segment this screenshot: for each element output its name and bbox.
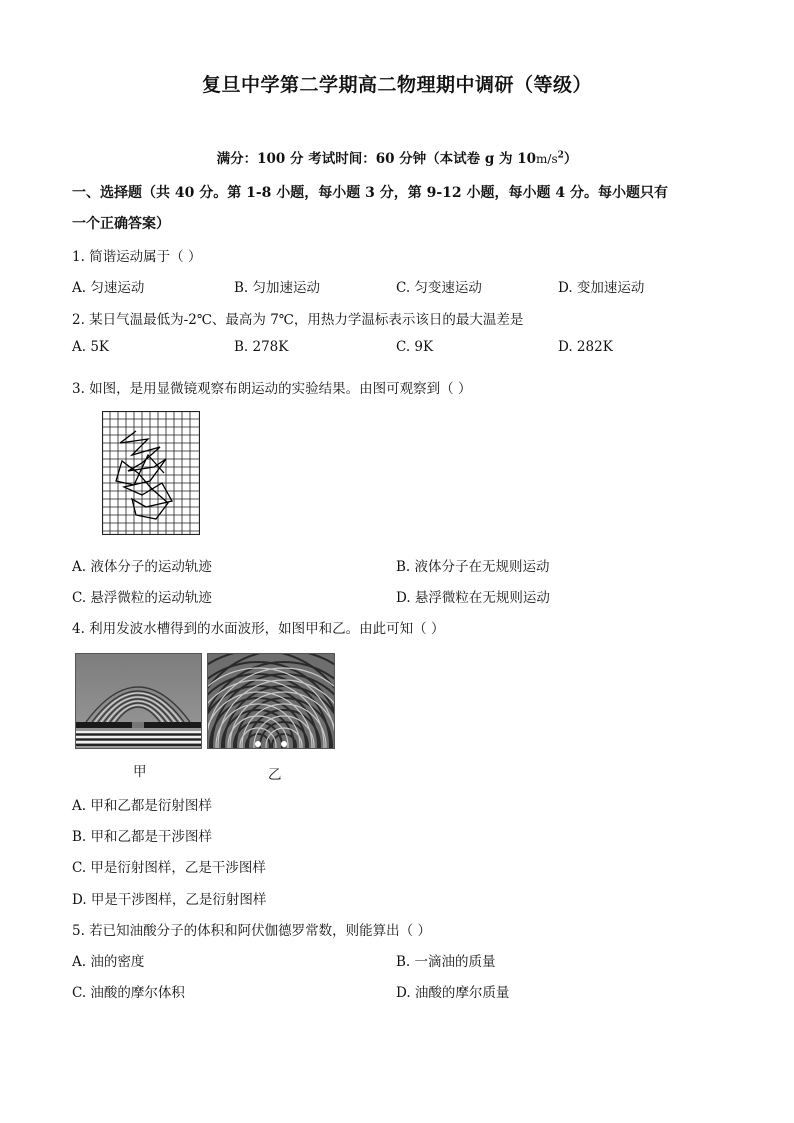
exam-info-text: 满分：100 分 考试时间：60 分钟（本试卷 g 为 10 xyxy=(216,151,537,167)
page-title: 复旦中学第二学期高二物理期中调研（等级） xyxy=(201,74,592,96)
q4-option-b: B. 甲和乙都是干涉图样 xyxy=(72,829,213,845)
exam-info xyxy=(0,147,794,167)
caption-yi: 乙 xyxy=(268,767,282,783)
question-1-stem: 1. 简谐运动属于（ ） xyxy=(72,249,202,265)
interference-wave-image xyxy=(207,653,335,749)
diffraction-pattern xyxy=(76,654,201,748)
section-heading-line2: 一个正确答案） xyxy=(72,216,170,232)
q1-option-c: C. 匀变速运动 xyxy=(396,280,482,296)
q1-option-a: A. 匀速运动 xyxy=(72,280,145,296)
q3-option-c: C. 悬浮微粒的运动轨迹 xyxy=(72,590,212,606)
caption-jia: 甲 xyxy=(133,764,147,780)
question-3-stem: 3. 如图，是用显微镜观察布朗运动的实验结果。由图可观察到（ ） xyxy=(72,381,472,397)
q4-option-d: D. 甲是干涉图样，乙是衍射图样 xyxy=(72,892,267,908)
section-heading-line1: 一、选择题（共 40 分。第 1-8 小题，每小题 3 分，第 9-12 小题，每小题 4 分。每小题只有 xyxy=(72,185,669,201)
q4-option-c: C. 甲是衍射图样，乙是干涉图样 xyxy=(72,860,266,876)
q5-option-c: C. 油酸的摩尔体积 xyxy=(72,985,185,1001)
q2-option-c: C. 9K xyxy=(396,339,434,355)
diffraction-wave-image xyxy=(75,653,202,749)
unit-exponent: 2 xyxy=(557,150,564,161)
unit: m/s xyxy=(536,152,558,166)
q5-option-d: D. 油酸的摩尔质量 xyxy=(396,985,510,1001)
q3-option-d: D. 悬浮微粒在无规则运动 xyxy=(396,590,550,606)
q2-option-d: D. 282K xyxy=(558,339,613,355)
brownian-motion-figure xyxy=(102,411,200,535)
exam-info-close: ） xyxy=(563,151,578,167)
q2-option-a: A. 5K xyxy=(72,339,110,355)
q5-option-b: B. 一滴油的质量 xyxy=(396,954,496,970)
q2-option-b: B. 278K xyxy=(234,339,289,355)
interference-pattern xyxy=(208,654,334,748)
q1-option-d: D. 变加速运动 xyxy=(558,280,645,296)
question-5-stem: 5. 若已知油酸分子的体积和阿伏伽德罗常数，则能算出（ ） xyxy=(72,923,431,939)
question-4-stem: 4. 利用发波水槽得到的水面波形，如图甲和乙。由此可知（ ） xyxy=(72,621,445,637)
question-2-stem: 2. 某日气温最低为-2℃、最高为 7℃，用热力学温标表示该日的最大温差是 xyxy=(72,312,524,328)
q5-option-a: A. 油的密度 xyxy=(72,954,145,970)
q4-option-a: A. 甲和乙都是衍射图样 xyxy=(72,798,212,814)
q1-option-b: B. 匀加速运动 xyxy=(234,280,321,296)
q3-option-a: A. 液体分子的运动轨迹 xyxy=(72,559,212,575)
q3-option-b: B. 液体分子在无规则运动 xyxy=(396,559,550,575)
